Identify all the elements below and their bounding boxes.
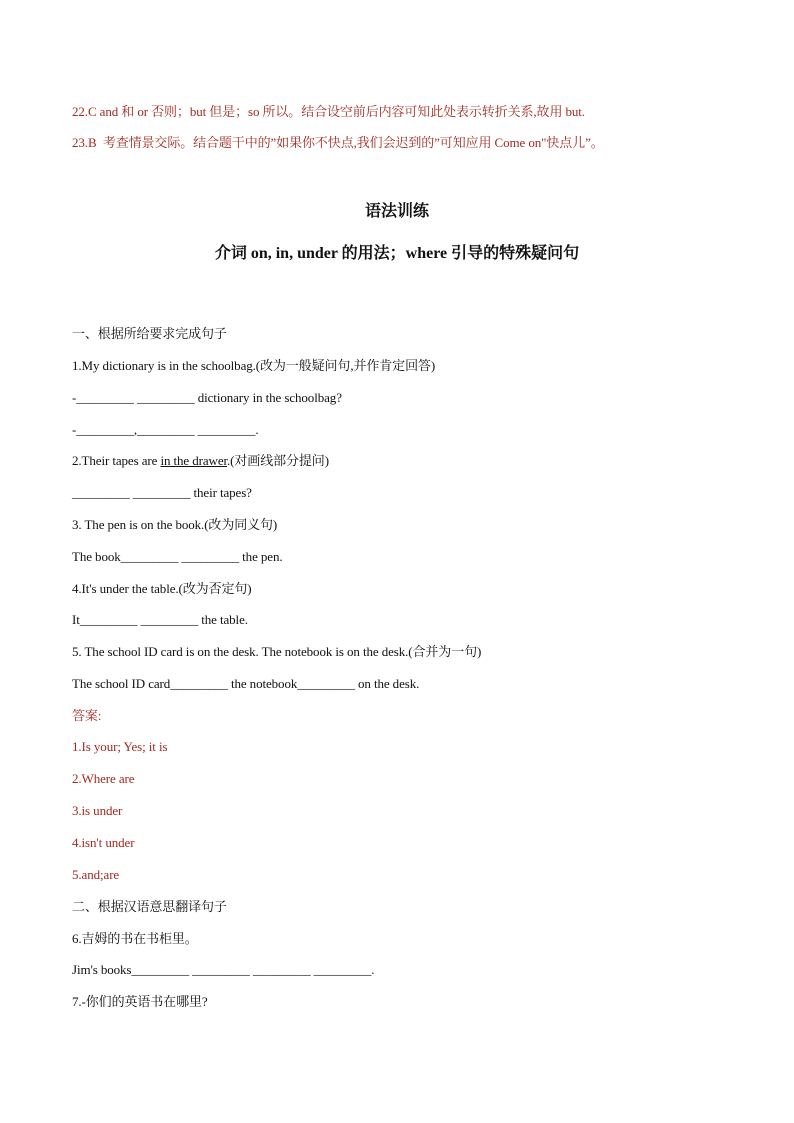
answer-item: 4.isn't under bbox=[72, 835, 135, 850]
question-2-prefix: 2.Their tapes are bbox=[72, 453, 161, 468]
answer-label: 答案: bbox=[72, 708, 102, 723]
question-3-blank-line: The book_________ _________ the pen. bbox=[72, 549, 283, 564]
question-5: 5. The school ID card is on the desk. The notebook is on the desk.(合并为一句) bbox=[72, 644, 482, 659]
question-2-suffix: .(对画线部分提问) bbox=[227, 453, 329, 468]
question-4-blank-line: It_________ _________ the table. bbox=[72, 612, 248, 627]
question-2-underlined-phrase: in the drawer bbox=[160, 453, 228, 468]
question-6-blank-line: Jim's books_________ _________ _________ _________. bbox=[72, 962, 375, 977]
question-2-blank-line: _________ _________ their tapes? bbox=[72, 485, 252, 500]
answer-23: 23.B 考查情景交际。结合题干中的”如果你不快点,我们会迟到的”可知应用 Come on"快点儿”。 bbox=[72, 135, 604, 150]
answer-22: 22.C and 和 or 否则；but 但是；so 所以。结合设空前后内容可知此处表示转折关系,故用 but. bbox=[72, 104, 585, 119]
question-1-blank-line-2: -_________,_________ _________. bbox=[72, 422, 259, 437]
question-7: 7.-你们的英语书在哪里? bbox=[72, 994, 208, 1009]
question-6: 6.吉姆的书在书柜里。 bbox=[72, 931, 198, 946]
question-3: 3. The pen is on the book.(改为同义句) bbox=[72, 517, 278, 532]
part2-heading: 二、根据汉语意思翻译句子 bbox=[72, 899, 227, 914]
part1-heading: 一、根据所给要求完成句子 bbox=[72, 326, 227, 341]
section-title: 语法训练 bbox=[364, 203, 429, 220]
answer-item: 2.Where are bbox=[72, 771, 135, 786]
question-1-blank-line-1: -_________ _________ dictionary in the schoolbag? bbox=[72, 390, 342, 405]
question-2 bbox=[72, 453, 329, 469]
answer-item: 3.is under bbox=[72, 803, 123, 818]
section-subtitle: 介词 on, in, under 的用法；where 引导的特殊疑问句 bbox=[214, 245, 580, 262]
answer-item: 1.Is your; Yes; it is bbox=[72, 739, 168, 754]
question-4: 4.It's under the table.(改为否定句) bbox=[72, 581, 252, 596]
question-1: 1.My dictionary is in the schoolbag.(改为一般疑问句,并作肯定回答) bbox=[72, 358, 436, 373]
answer-item: 5.and;are bbox=[72, 867, 120, 882]
question-5-blank-line: The school ID card_________ the notebook_________ on the desk. bbox=[72, 676, 420, 691]
